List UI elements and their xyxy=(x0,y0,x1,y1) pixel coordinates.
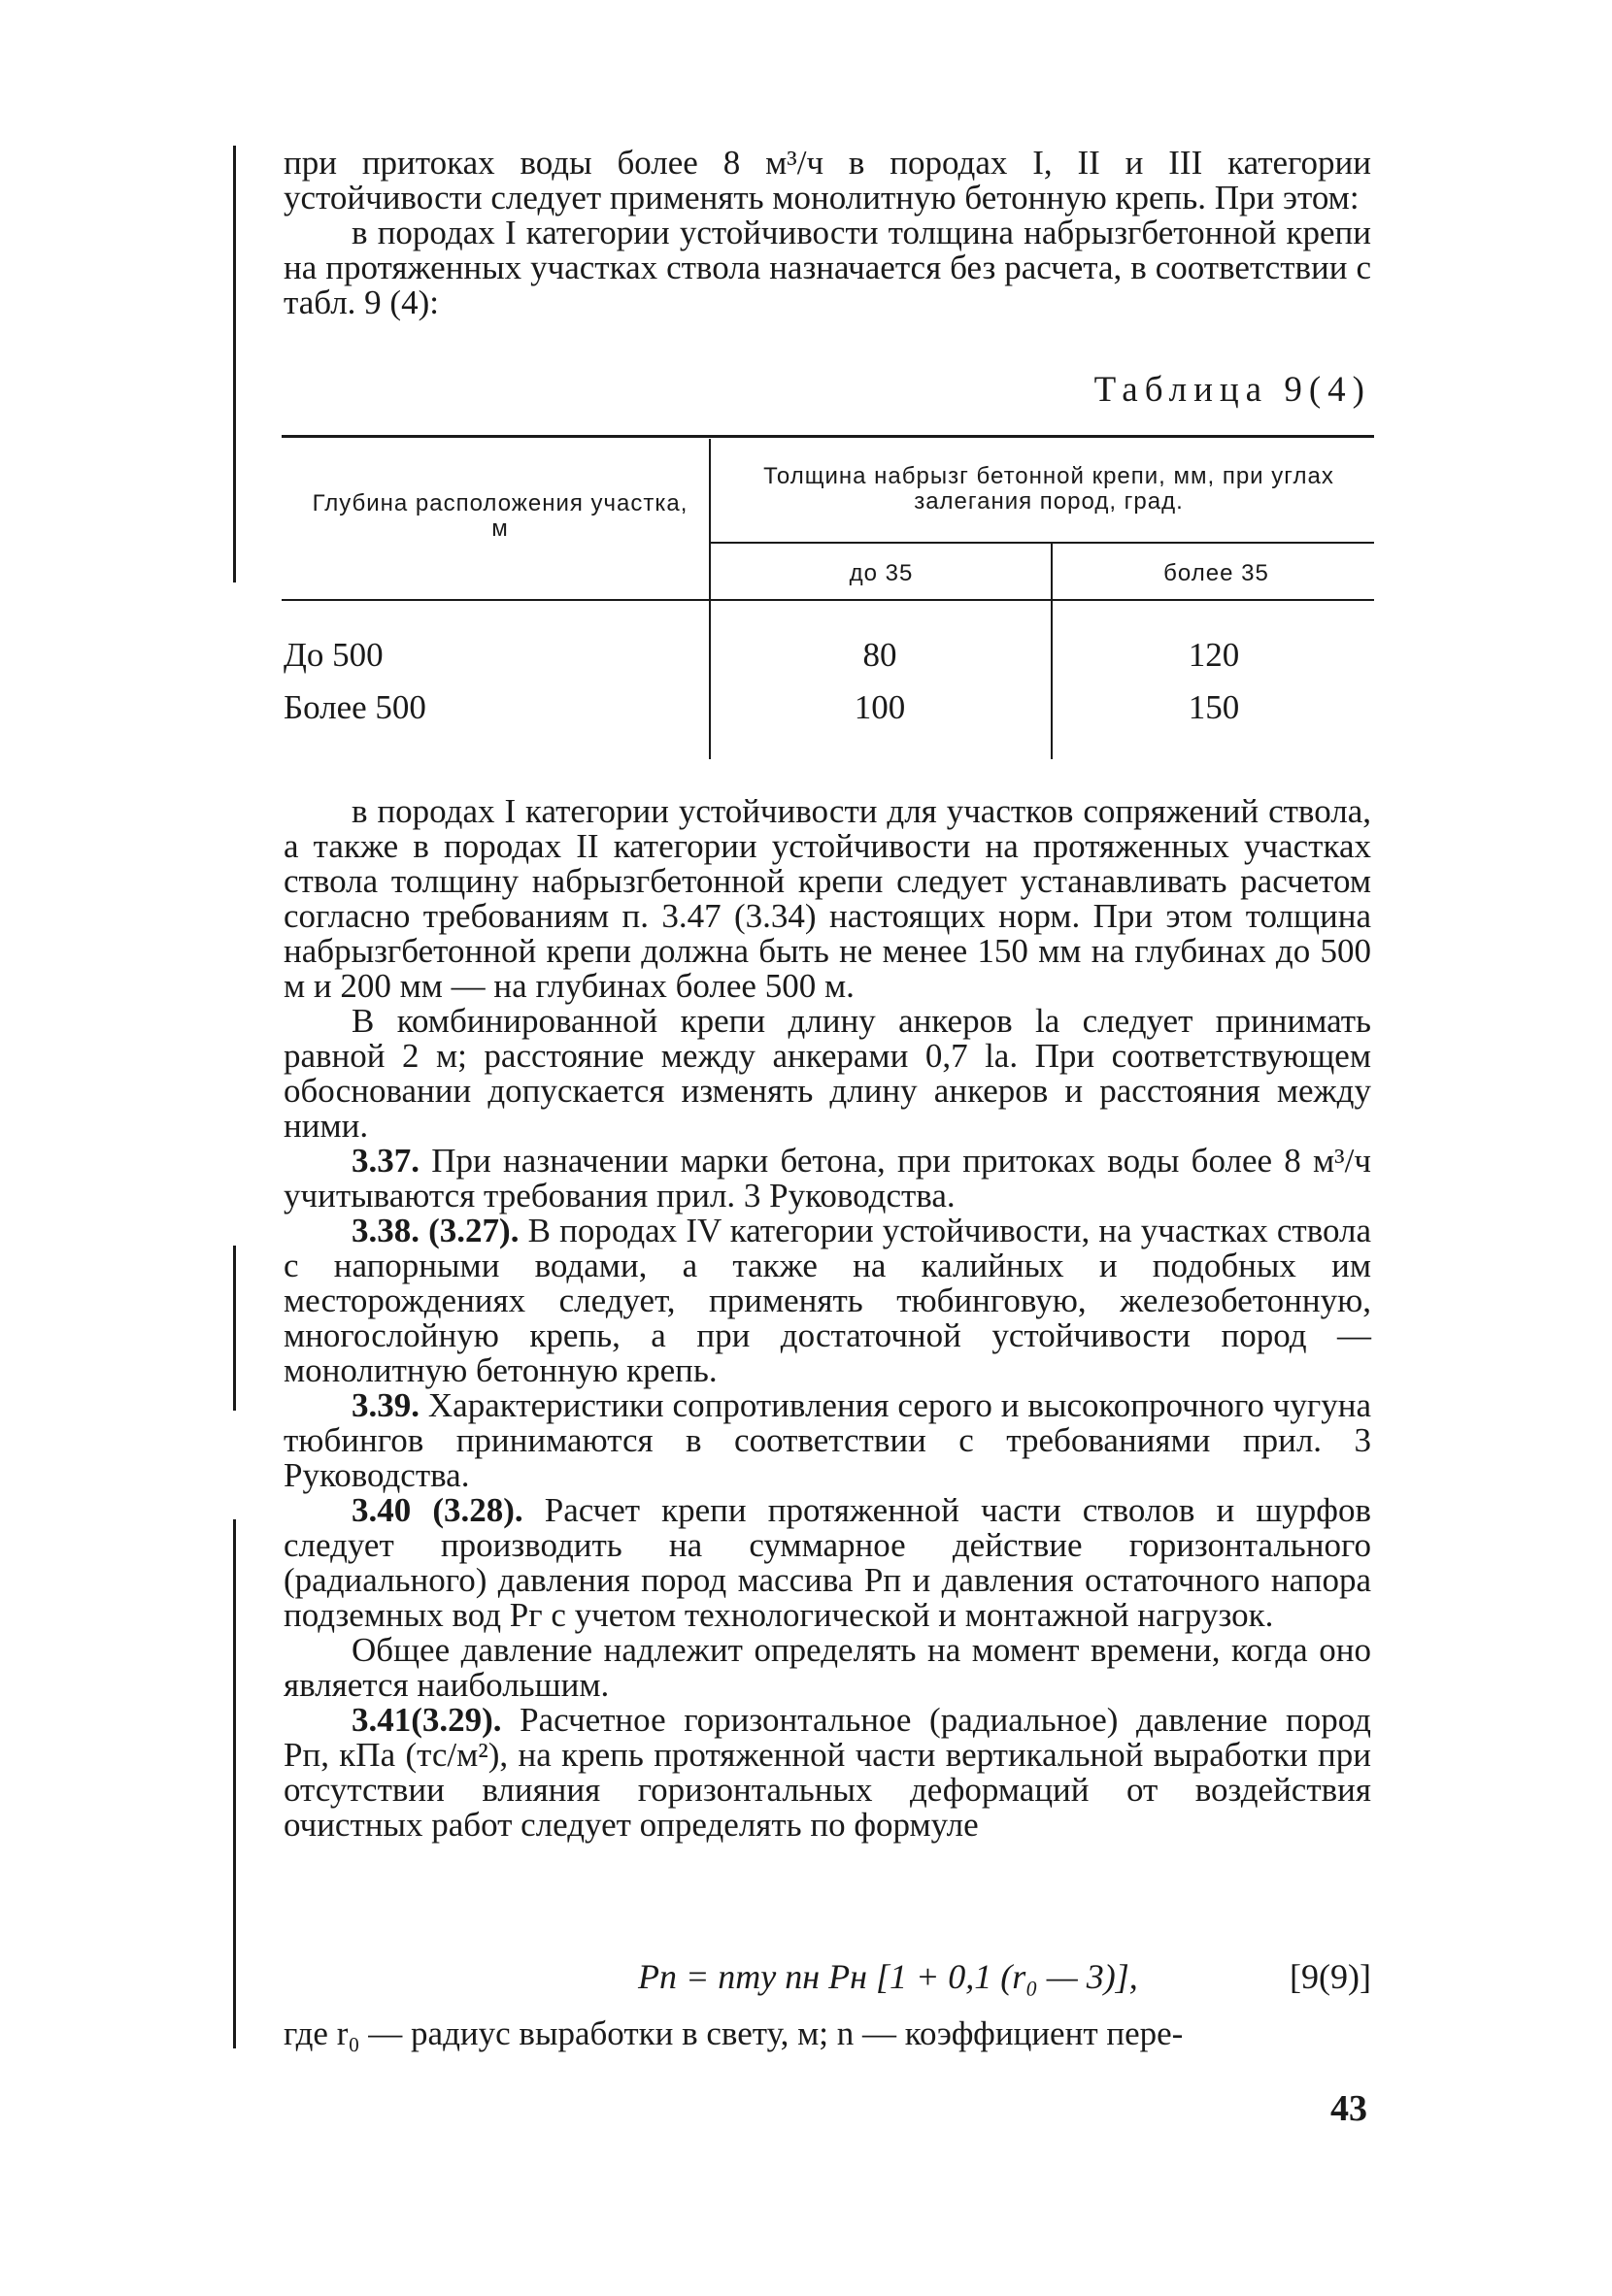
margin-bar-bottom xyxy=(233,1519,236,2048)
page-number: 43 xyxy=(1330,2088,1367,2129)
paragraph-9: Общее давление надлежит определять на момент времени, когда оно является наибольшим. xyxy=(284,1631,1371,1704)
clause-number: 3.38. (3.27). xyxy=(352,1212,520,1249)
paragraph-4: В комбинированной крепи длину анкеров lа следует принимать равной 2 м; расстояние между анкерами 0,7 lа. При соответствующем обосновании допускается изменять длину анкеров и расстояния между ними. xyxy=(284,1002,1371,1145)
value-cell-up-to-35: 100 xyxy=(854,688,906,726)
paragraph-6 xyxy=(284,1214,1371,1388)
column-header-depth: Глубина расположения участка, м xyxy=(312,490,688,542)
intro-text xyxy=(284,146,1371,320)
formula xyxy=(284,1956,1371,2003)
clause-text: В породах IV категории устойчивости, на участках ствола с напорными водами, а также на калийных и подобных им месторождениях следует, применять тюбинговую, железобетонную, многослойную крепь, а при достаточной устойчивости пород — монолитную бетонную крепь. xyxy=(284,1212,1372,1389)
depth-cell: Более 500 xyxy=(284,688,426,726)
paragraph-1: при притоках воды более 8 м³/ч в породах I, II и III категории устойчивости следует применять монолитную бетонную крепь. При этом: xyxy=(284,144,1371,216)
depth-cell: До 500 xyxy=(284,636,384,674)
table-header-bottom-rule xyxy=(282,599,1374,601)
margin-bar-top xyxy=(233,146,236,582)
table-top-rule xyxy=(282,435,1374,438)
paragraph-5 xyxy=(284,1144,1371,1214)
formula-number: [9(9)] xyxy=(1290,1957,1371,1996)
table-caption: Таблица 9(4) xyxy=(1093,370,1371,410)
table-vertical-rule-1 xyxy=(709,439,711,759)
clause-number: 3.39. xyxy=(352,1386,420,1424)
clause-text: Расчетное горизонтальное (радиальное) давление пород Pп, кПа (тс/м²), на крепь протяженной части вертикальной выработки при отсутствии влияния горизонтальных деформаций от воздействия очистных работ следует определять по формуле xyxy=(284,1701,1371,1844)
clause-text: При назначении марки бетона, при притоках воды более 8 м³/ч учитываются требования прил. 3 Руководства. xyxy=(284,1142,1372,1215)
paragraph-2: в породах I категории устойчивости толщина набрызгбетонной крепи на протяженных участках ствола назначается без расчета, в соответствии с табл. 9 (4): xyxy=(284,214,1371,321)
paragraph-11: где r₀ — радиус выработки в свету, м; n — коэффициент пере- xyxy=(284,2014,1184,2052)
formula-expression: Pп = nmу nн Pн [1 + 0,1 (r₀ — 3)], xyxy=(638,1957,1138,1996)
paragraph-10 xyxy=(284,1703,1371,1843)
paragraph-3: в породах I категории устойчивости для участков сопряжений ствола, а также в породах II категории устойчивости на протяженных участках ствола толщину набрызгбетонной крепи следует устанавливать расчетом согласно требованиям п. 3.47 (3.34) настоящих норм. При этом толщина набрызгбетонной крепи должна быть не менее 150 мм на глубинах до 500 м и 200 мм — на глубинах более 500 м. xyxy=(284,792,1371,1005)
table-subheader-rule xyxy=(711,542,1374,544)
margin-bar-middle xyxy=(233,1246,236,1411)
clause-text: Характеристики сопротивления серого и высокопрочного чугуна тюбингов принимаются в соответствии с требованиями прил. 3 Руководства. xyxy=(284,1386,1372,1494)
paragraph-8 xyxy=(284,1493,1371,1633)
clause-number: 3.37. xyxy=(352,1142,420,1180)
value-cell-over-35: 150 xyxy=(1188,688,1240,726)
column-header-up-to-35: до 35 xyxy=(849,560,914,586)
paragraph-7 xyxy=(284,1388,1371,1493)
table-vertical-rule-2 xyxy=(1051,544,1053,759)
clause-number: 3.41(3.29). xyxy=(352,1701,502,1739)
column-header-over-35: более 35 xyxy=(1163,560,1269,586)
body-text xyxy=(284,794,1371,1843)
clause-text: Расчет крепи протяженной части стволов и шурфов следует производить на суммарное действие горизонтального (радиального) давления пород массива Pп и давления остаточного напора подземных вод Pг с учетом технологической и монтажной нагрузок. xyxy=(284,1491,1372,1634)
value-cell-up-to-35: 80 xyxy=(862,636,897,674)
column-group-header-thickness: Толщина набрызг бетонной крепи, мм, при углах залегания пород, град. xyxy=(763,463,1334,515)
clause-number: 3.40 (3.28). xyxy=(352,1491,523,1529)
value-cell-over-35: 120 xyxy=(1188,636,1240,674)
closing-text xyxy=(284,2016,1371,2051)
